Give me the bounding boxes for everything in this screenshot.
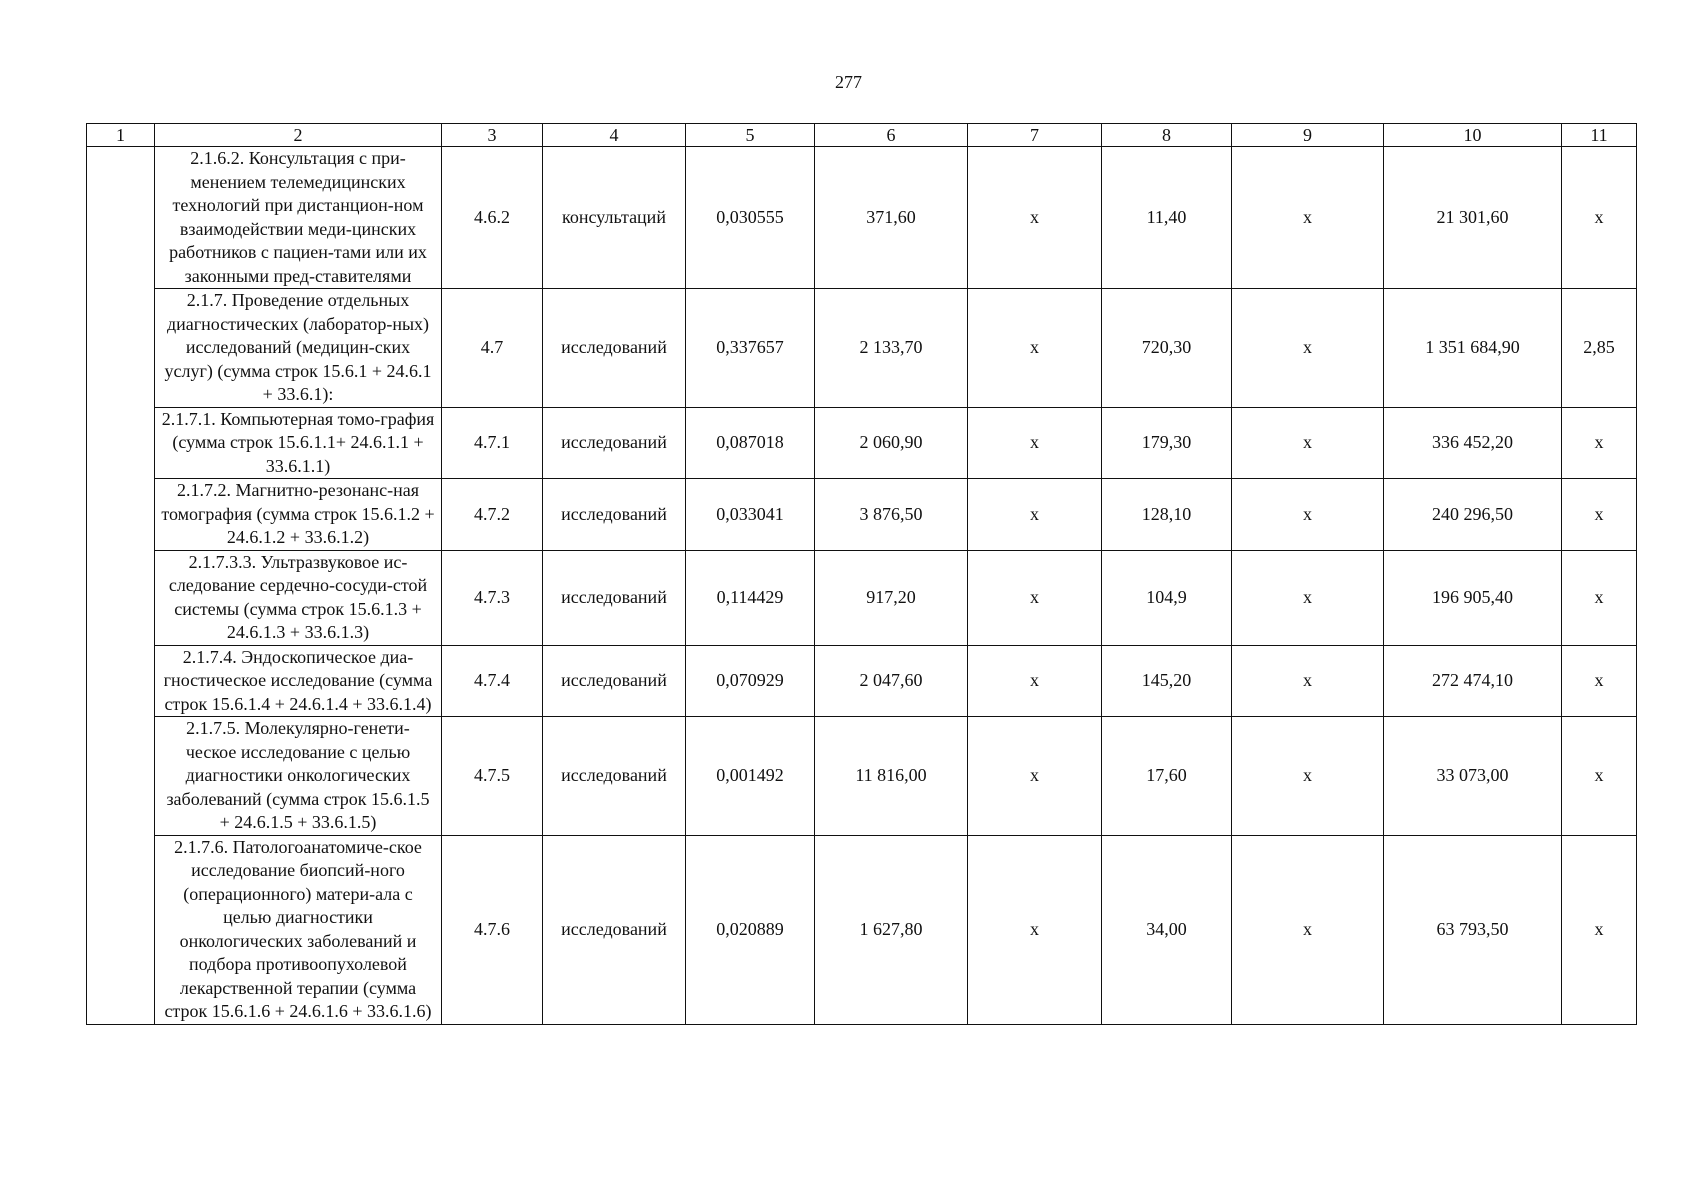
cell-col-5: 0,070929 [686, 645, 815, 717]
row-unit: исследований [543, 835, 686, 1024]
header-row [87, 124, 1637, 147]
cell-col-5: 0,020889 [686, 835, 815, 1024]
row-unit: исследований [543, 717, 686, 836]
row-code: 4.7 [442, 289, 543, 408]
cell-col-6: 11 816,00 [815, 717, 968, 836]
row-code: 4.7.3 [442, 550, 543, 645]
group-cell [87, 147, 155, 1025]
cell-col-9: х [1232, 147, 1384, 289]
cell-col-10: 272 474,10 [1384, 645, 1562, 717]
cell-col-8: 128,10 [1102, 479, 1232, 551]
column-header: 2 [155, 124, 442, 147]
column-header: 5 [686, 124, 815, 147]
cell-col-7: х [968, 147, 1102, 289]
row-name: 2.1.7. Проведение отдельных диагностических (лаборатор-ных) исследований (медицин-ских услуг) (сумма строк 15.6.1 + 24.6.1 + 33.6.1): [155, 289, 442, 408]
column-header: 6 [815, 124, 968, 147]
cell-col-7: х [968, 717, 1102, 836]
column-header: 4 [543, 124, 686, 147]
column-header: 11 [1562, 124, 1637, 147]
column-header: 9 [1232, 124, 1384, 147]
row-name: 2.1.7.3.3. Ультразвуковое ис-следование сердечно-сосуди-стой системы (сумма строк 15.6.1.3 + 24.6.1.3 + 33.6.1.3) [155, 550, 442, 645]
cell-col-8: 720,30 [1102, 289, 1232, 408]
row-unit: исследований [543, 479, 686, 551]
cell-col-11: х [1562, 550, 1637, 645]
table-row [87, 479, 1637, 551]
cell-col-11: х [1562, 407, 1637, 479]
cell-col-11: х [1562, 717, 1637, 836]
cell-col-5: 0,033041 [686, 479, 815, 551]
row-name: 2.1.7.1. Компьютерная томо-графия (сумма строк 15.6.1.1+ 24.6.1.1 + 33.6.1.1) [155, 407, 442, 479]
column-header: 10 [1384, 124, 1562, 147]
cell-col-7: х [968, 645, 1102, 717]
row-name: 2.1.7.2. Магнитно-резонанс-ная томография (сумма строк 15.6.1.2 + 24.6.1.2 + 33.6.1.2) [155, 479, 442, 551]
cell-col-10: 21 301,60 [1384, 147, 1562, 289]
cell-col-7: х [968, 550, 1102, 645]
cell-col-10: 196 905,40 [1384, 550, 1562, 645]
row-code: 4.7.4 [442, 645, 543, 717]
row-name: 2.1.7.6. Патологоанатомиче-ское исследование биопсий-ного (операционного) матери-ала с целью диагностики онкологических заболеваний и подбора противоопухолевой лекарственной терапии (сумма строк 15.6.1.6 + 24.6.1.6 + 33.6.1.6) [155, 835, 442, 1024]
cell-col-8: 104,9 [1102, 550, 1232, 645]
cell-col-9: х [1232, 289, 1384, 408]
cell-col-5: 0,001492 [686, 717, 815, 836]
table-row [87, 645, 1637, 717]
cell-col-10: 1 351 684,90 [1384, 289, 1562, 408]
row-unit: исследований [543, 645, 686, 717]
cell-col-11: 2,85 [1562, 289, 1637, 408]
cell-col-8: 145,20 [1102, 645, 1232, 717]
cell-col-8: 11,40 [1102, 147, 1232, 289]
cell-col-6: 2 060,90 [815, 407, 968, 479]
cell-col-11: х [1562, 147, 1637, 289]
page-number: 277 [835, 72, 862, 92]
cell-col-6: 1 627,80 [815, 835, 968, 1024]
cell-col-6: 917,20 [815, 550, 968, 645]
row-unit: исследований [543, 550, 686, 645]
cell-col-10: 33 073,00 [1384, 717, 1562, 836]
cell-col-5: 0,087018 [686, 407, 815, 479]
column-header: 3 [442, 124, 543, 147]
column-header: 8 [1102, 124, 1232, 147]
table-row [87, 550, 1637, 645]
cell-col-9: х [1232, 835, 1384, 1024]
row-name: 2.1.7.5. Молекулярно-генети-ческое исследование с целью диагностики онкологических заболеваний (сумма строк 15.6.1.5 + 24.6.1.5 + 33.6.1.5) [155, 717, 442, 836]
row-code: 4.7.1 [442, 407, 543, 479]
row-code: 4.7.2 [442, 479, 543, 551]
table-row [87, 289, 1637, 408]
cell-col-10: 336 452,20 [1384, 407, 1562, 479]
cell-col-9: х [1232, 479, 1384, 551]
cell-col-8: 34,00 [1102, 835, 1232, 1024]
column-header: 1 [87, 124, 155, 147]
table-row [87, 717, 1637, 836]
cell-col-9: х [1232, 407, 1384, 479]
row-code: 4.7.6 [442, 835, 543, 1024]
table-row [87, 147, 1637, 289]
column-header: 7 [968, 124, 1102, 147]
row-code: 4.7.5 [442, 717, 543, 836]
cell-col-10: 63 793,50 [1384, 835, 1562, 1024]
table-row [87, 407, 1637, 479]
cell-col-6: 3 876,50 [815, 479, 968, 551]
cell-col-9: х [1232, 717, 1384, 836]
cell-col-9: х [1232, 550, 1384, 645]
row-name: 2.1.6.2. Консультация с при-менением телемедицинских технологий при дистанцион-ном взаимодействии меди-цинских работников с пациен-тами или их законными пред-ставителями [155, 147, 442, 289]
cell-col-8: 179,30 [1102, 407, 1232, 479]
row-unit: исследований [543, 289, 686, 408]
cell-col-7: х [968, 407, 1102, 479]
row-unit: исследований [543, 407, 686, 479]
cell-col-6: 2 133,70 [815, 289, 968, 408]
cell-col-5: 0,114429 [686, 550, 815, 645]
cell-col-7: х [968, 289, 1102, 408]
cell-col-5: 0,030555 [686, 147, 815, 289]
data-table [86, 123, 1637, 1025]
cell-col-11: х [1562, 645, 1637, 717]
row-name: 2.1.7.4. Эндоскопическое диа-гностическое исследование (сумма строк 15.6.1.4 + 24.6.1.4 + 33.6.1.4) [155, 645, 442, 717]
table-row [87, 835, 1637, 1024]
cell-col-9: х [1232, 645, 1384, 717]
row-code: 4.6.2 [442, 147, 543, 289]
cell-col-10: 240 296,50 [1384, 479, 1562, 551]
cell-col-8: 17,60 [1102, 717, 1232, 836]
row-unit: консультаций [543, 147, 686, 289]
cell-col-7: х [968, 835, 1102, 1024]
cell-col-6: 2 047,60 [815, 645, 968, 717]
cell-col-6: 371,60 [815, 147, 968, 289]
cell-col-11: х [1562, 479, 1637, 551]
cell-col-11: х [1562, 835, 1637, 1024]
cell-col-7: х [968, 479, 1102, 551]
cell-col-5: 0,337657 [686, 289, 815, 408]
